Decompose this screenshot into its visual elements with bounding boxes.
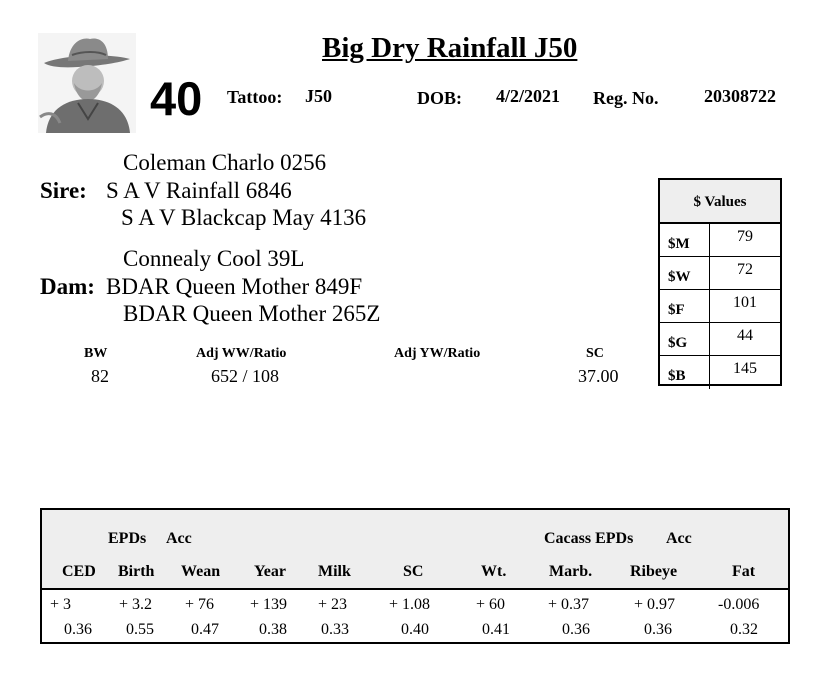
carcass-epds-group-label: Cacass EPDs	[544, 530, 634, 547]
dollar-row-m	[660, 224, 780, 257]
epd-value-sc: + 1.08	[389, 596, 431, 613]
dollar-value: 44	[737, 327, 753, 344]
epd-value-wean: + 76	[185, 596, 215, 613]
dollar-values-table	[658, 178, 782, 386]
col-header-wt: Wt.	[481, 563, 507, 580]
col-header-milk: Milk	[318, 563, 351, 580]
sire-name: S A V Rainfall 6846	[106, 178, 292, 203]
sire-dam-name: S A V Blackcap May 4136	[121, 205, 367, 230]
acc-value-wt: 0.41	[482, 621, 510, 638]
dob-label: DOB:	[417, 88, 462, 108]
dollar-row-f	[660, 290, 780, 323]
col-header-fat: Fat	[732, 563, 756, 580]
dollar-values-title: $ Values	[660, 180, 780, 224]
dollar-row-g	[660, 323, 780, 356]
animal-name-title: Big Dry Rainfall J50	[322, 32, 578, 64]
epd-value-year: + 139	[250, 596, 288, 613]
epds-acc-label: Acc	[166, 530, 192, 547]
dollar-value: 79	[737, 228, 753, 245]
col-header-marb: Marb.	[549, 563, 593, 580]
acc-value-marb: 0.36	[562, 621, 590, 638]
reg-no-value: 20308722	[704, 86, 776, 106]
epd-table	[40, 508, 790, 644]
acc-value-wean: 0.47	[191, 621, 219, 638]
bw-header: BW	[84, 346, 108, 361]
dollar-label: $G	[660, 323, 710, 355]
epd-value-birth: + 3.2	[119, 596, 153, 613]
sc-value: 37.00	[578, 366, 619, 386]
dollar-value: 101	[733, 294, 757, 311]
dollar-label: $W	[660, 257, 710, 289]
adj-ww-header: Adj WW/Ratio	[196, 346, 287, 361]
acc-value-birth: 0.55	[126, 621, 154, 638]
dollar-label: $F	[660, 290, 710, 322]
dam-sire-name: Connealy Cool 39L	[123, 246, 305, 271]
tattoo-value: J50	[305, 86, 332, 106]
col-header-ced: CED	[62, 563, 96, 580]
epd-value-ced: + 3	[50, 596, 72, 613]
dam-label: Dam:	[40, 274, 95, 299]
epd-value-fat: -0.006	[718, 596, 760, 613]
acc-value-fat: 0.32	[730, 621, 758, 638]
bw-value: 82	[91, 366, 109, 386]
dam-dam-name: BDAR Queen Mother 265Z	[123, 301, 381, 326]
epd-value-ribeye: + 0.97	[634, 596, 676, 613]
acc-value-milk: 0.33	[321, 621, 349, 638]
epds-group-label: EPDs	[108, 530, 147, 547]
reg-no-label: Reg. No.	[593, 88, 659, 108]
adj-yw-header: Adj YW/Ratio	[394, 346, 481, 361]
col-header-sc: SC	[403, 563, 424, 580]
sc-header: SC	[586, 346, 604, 361]
carcass-acc-label: Acc	[666, 530, 692, 547]
dollar-value: 72	[737, 261, 753, 278]
dollar-value: 145	[733, 360, 757, 377]
epd-value-milk: + 23	[318, 596, 348, 613]
dob-value: 4/2/2021	[496, 86, 561, 106]
acc-value-year: 0.38	[259, 621, 287, 638]
dollar-label: $B	[660, 356, 710, 389]
dollar-row-w	[660, 257, 780, 290]
cowboy-portrait-logo	[38, 33, 136, 133]
lot-number: 40	[150, 72, 203, 125]
epd-table-header	[42, 510, 788, 590]
epd-value-wt: + 60	[476, 596, 506, 613]
dollar-label: $M	[660, 224, 710, 256]
col-header-ribeye: Ribeye	[630, 563, 678, 580]
tattoo-label: Tattoo:	[227, 87, 283, 107]
col-header-year: Year	[254, 563, 286, 580]
adj-ww-value: 652 / 108	[211, 366, 280, 386]
sire-sire-name: Coleman Charlo 0256	[123, 150, 327, 175]
acc-value-ribeye: 0.36	[644, 621, 672, 638]
col-header-wean: Wean	[181, 563, 221, 580]
col-header-birth: Birth	[118, 563, 155, 580]
dollar-row-b	[660, 356, 780, 389]
epd-value-marb: + 0.37	[548, 596, 590, 613]
sire-label: Sire:	[40, 178, 87, 203]
dam-name: BDAR Queen Mother 849F	[106, 274, 363, 299]
acc-value-sc: 0.40	[401, 621, 429, 638]
acc-value-ced: 0.36	[64, 621, 92, 638]
